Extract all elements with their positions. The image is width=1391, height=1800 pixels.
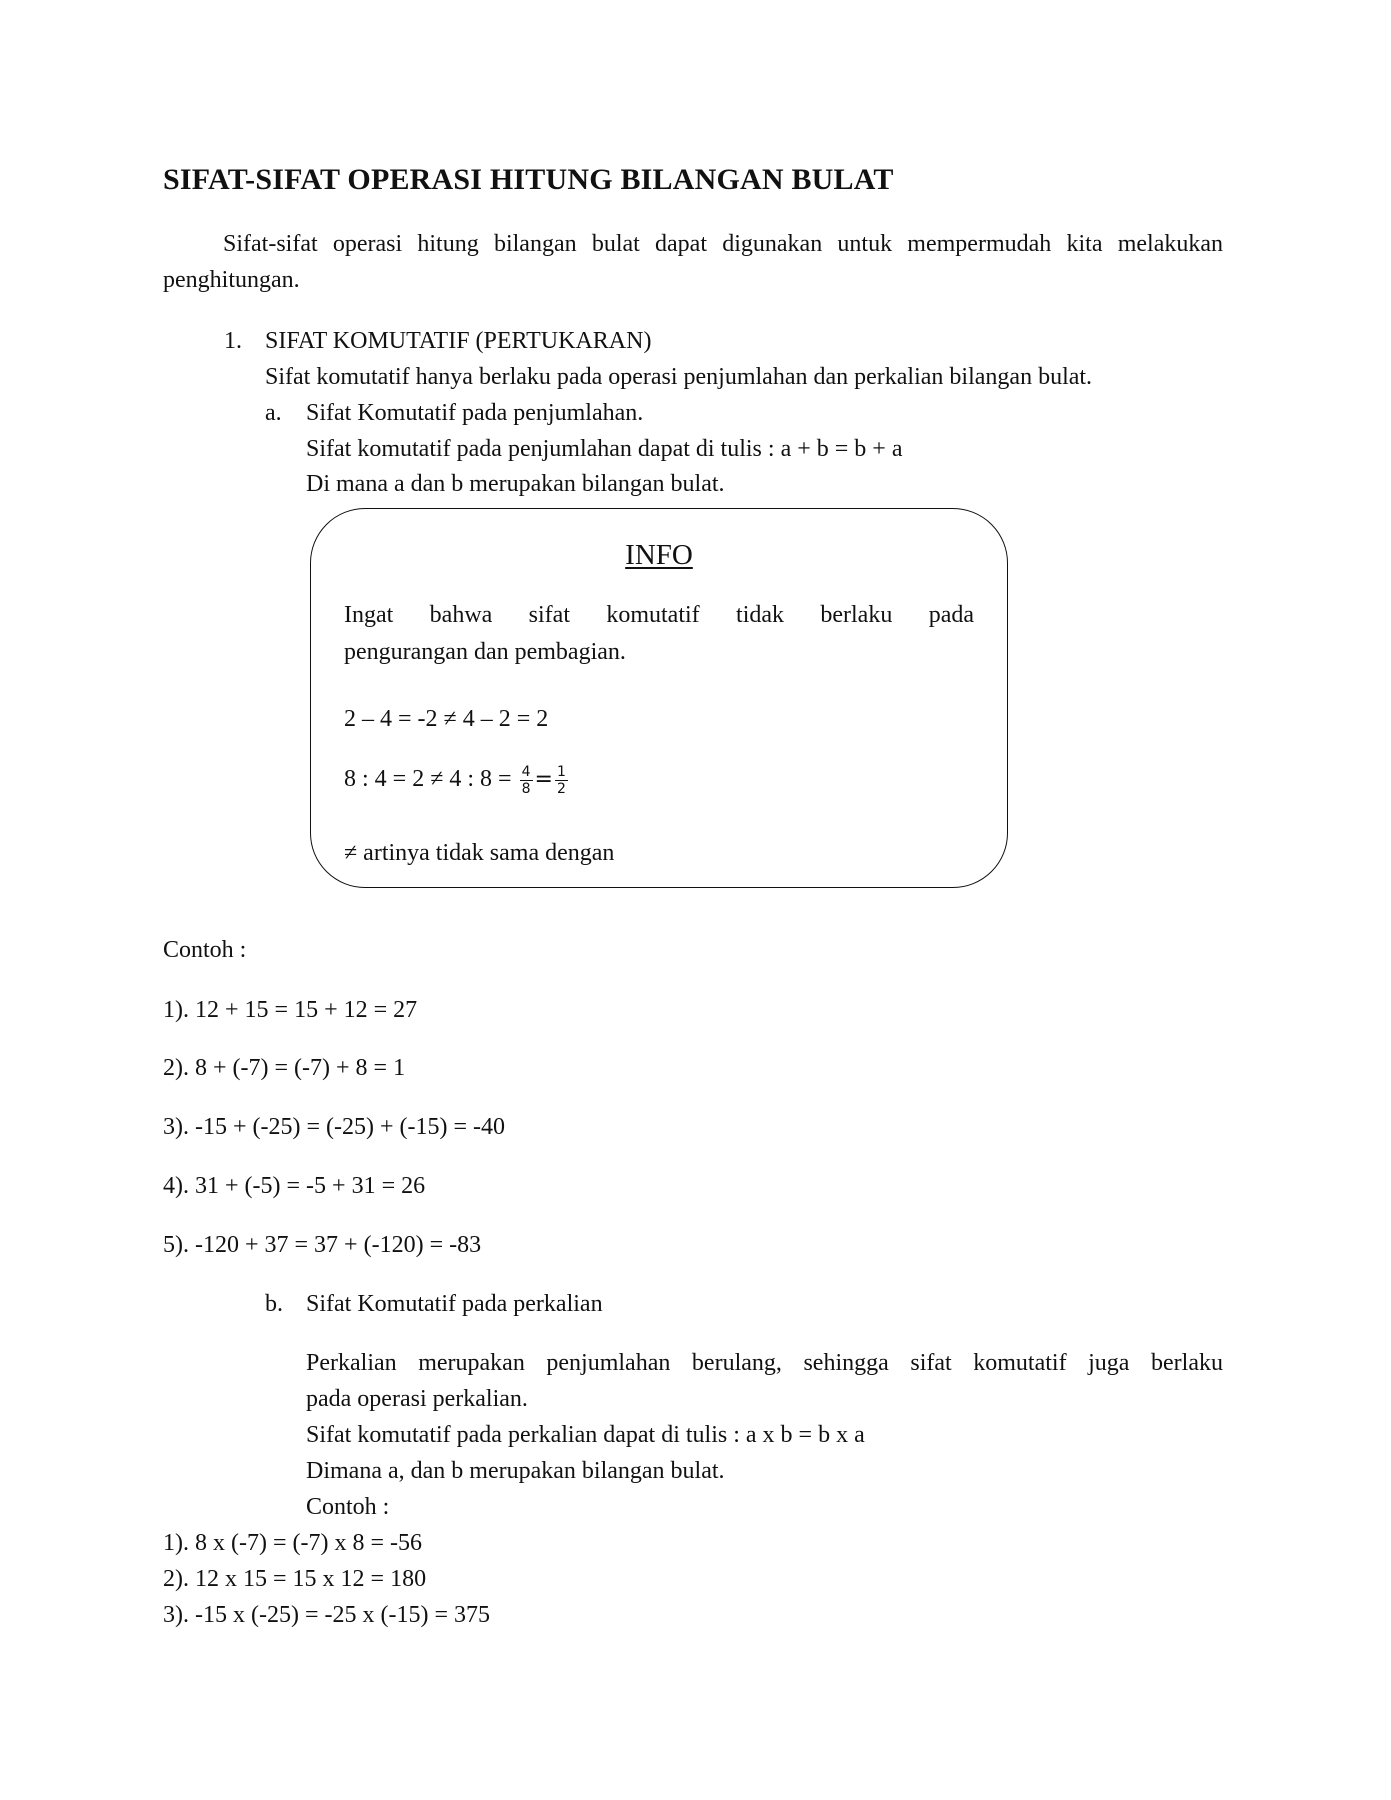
multiplication-example-2: 2). 12 x 15 = 15 x 12 = 180	[163, 1566, 427, 1592]
sub-b-note: Dimana a, dan b merupakan bilangan bulat.	[306, 1458, 725, 1484]
addition-example-1: 1). 12 + 15 = 15 + 12 = 27	[163, 997, 418, 1023]
sub-a-note: Di mana a dan b merupakan bilangan bulat.	[306, 471, 725, 497]
sub-b-paragraph-line2: pada operasi perkalian.	[306, 1386, 528, 1412]
sub-b-formula: Sifat komutatif pada perkalian dapat di tulis : a x b = b x a	[306, 1422, 865, 1448]
addition-example-2: 2). 8 + (-7) = (-7) + 8 = 1	[163, 1055, 406, 1081]
sub-b-paragraph-line1: Perkalian merupakan penjumlahan berulang, sehingga sifat komutatif juga berlaku	[306, 1350, 1223, 1376]
section1-description: Sifat komutatif hanya berlaku pada operasi penjumlahan dan perkalian bilangan bulat.	[265, 364, 1093, 390]
info-example-division	[344, 761, 570, 798]
fraction-denominator: 8	[521, 780, 531, 797]
equals-sign: =	[534, 767, 553, 792]
addition-example-4: 4). 31 + (-5) = -5 + 31 = 26	[163, 1173, 426, 1199]
sub-b-heading: Sifat Komutatif pada perkalian	[306, 1291, 603, 1317]
sub-a-letter: a.	[265, 400, 282, 426]
page-title: SIFAT-SIFAT OPERASI HITUNG BILANGAN BULAT	[163, 163, 894, 196]
info-title: INFO	[625, 539, 693, 571]
sub-b-contoh-label: Contoh :	[306, 1494, 390, 1520]
info-example-subtraction: 2 – 4 = -2 ≠ 4 – 2 = 2	[344, 706, 549, 732]
info-text-line1: Ingat bahwa sifat komutatif tidak berlaku pada	[344, 602, 974, 628]
info-example-division-left: 8 : 4 = 2 ≠ 4 : 8 =	[344, 766, 512, 792]
fraction-numerator: 4	[521, 763, 531, 780]
info-note: ≠ artinya tidak sama dengan	[344, 840, 615, 866]
fraction-four-eighths	[520, 764, 533, 797]
multiplication-example-3: 3). -15 x (-25) = -25 x (-15) = 375	[163, 1602, 490, 1628]
info-text-line2: pengurangan dan pembagian.	[344, 639, 626, 665]
addition-example-5: 5). -120 + 37 = 37 + (-120) = -83	[163, 1232, 482, 1258]
intro-paragraph: Sifat-sifat operasi hitung bilangan bulat dapat digunakan untuk mempermudah kita melakukan penghitungan.	[163, 231, 1223, 293]
info-box	[310, 508, 1008, 888]
multiplication-example-1: 1). 8 x (-7) = (-7) x 8 = -56	[163, 1530, 423, 1556]
fraction-numerator: 1	[556, 763, 566, 780]
addition-example-3: 3). -15 + (-25) = (-25) + (-15) = -40	[163, 1114, 506, 1140]
sub-a-heading: Sifat Komutatif pada penjumlahan.	[306, 400, 644, 426]
fraction-denominator: 2	[556, 780, 566, 797]
sub-a-formula: Sifat komutatif pada penjumlahan dapat di tulis : a + b = b + a	[306, 436, 903, 462]
section1-number: 1.	[224, 328, 242, 354]
fraction-one-half	[555, 764, 568, 797]
contoh-label: Contoh :	[163, 937, 247, 963]
section1-heading: SIFAT KOMUTATIF (PERTUKARAN)	[265, 328, 652, 354]
sub-b-letter: b.	[265, 1291, 283, 1317]
